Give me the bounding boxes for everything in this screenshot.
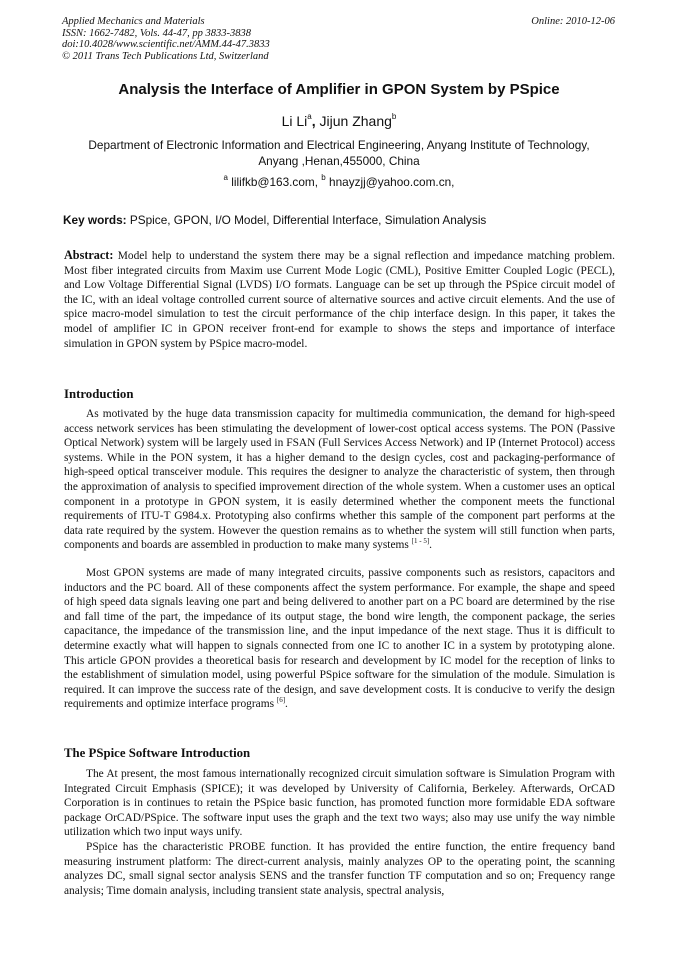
email-a: lilifkb@163.com, (228, 175, 322, 189)
paper-title: Analysis the Interface of Amplifier in GPON System by PSpice (118, 81, 560, 98)
author-1: Li Li (281, 113, 308, 129)
introduction-paragraph-2 (64, 566, 615, 712)
keywords-label: Key words: (63, 213, 127, 227)
author-separator: , (311, 113, 320, 129)
intro-p2-citation: [6] (276, 696, 286, 705)
email-a-sup: a (223, 173, 228, 182)
doi-line: doi:10.4028/www.scientific.net/AMM.44-47.3833 (62, 39, 270, 50)
intro-p1-citation: [1 - 5] (411, 537, 430, 546)
author-1-sup: a (307, 112, 312, 121)
author-line (40, 112, 638, 130)
affiliation-line-1: Department of Electronic Information and Electrical Engineering, Anyang Institute of Technology, (88, 138, 590, 152)
email-line (40, 174, 638, 190)
copyright-line: © 2011 Trans Tech Publications Ltd, Switzerland (62, 50, 269, 62)
introduction-paragraph-1 (64, 407, 615, 553)
author-2-sup: b (391, 112, 397, 121)
intro-p2-end: . (285, 698, 288, 711)
online-date: Online: 2010-12-06 (531, 16, 615, 27)
introduction-heading: Introduction (64, 387, 134, 401)
pspice-heading: The PSpice Software Introduction (64, 746, 251, 760)
issn-line: ISSN: 1662-7482, Vols. 44-47, pp 3833-3838 (62, 27, 251, 39)
pspice-paragraph-2: PSpice has the characteristic PROBE function. It has provided the entire function, the entire frequency band measuring instrument platform: The direct-current analysis, mainly analyzes OP to the operating point, the scanning analyzes DC, small signal sector analysis SENS and the transfer function TF computation and so on; Frequency range analysis; Time domain analysis, including transient state analysis, spectral analysis, (64, 841, 615, 897)
journal-header (62, 16, 270, 62)
abstract-label: Abstract: (64, 248, 114, 262)
abstract-text: Model help to understand the system there may be a signal reflection and impedance matching problem. Most fiber integrated circuits from Maxim use Current Mode Logic (CML), Positive Emitter Coupled Logic (PECL), and Low Voltage Differential Signal (LVDS) I/O formats. Language can be set up through the PSpice circuit model of the IC, with an ideal voltage controlled current source of alternative sources and active circuit elements. And the use of spice macro-model simulation to test the circuit performance of the chip interface design. In this paper, it takes the model of amplifier IC in GPON receiver front-end for example to shows the steps and importance of interface simulation in GPON system by PSpice macro-model. (64, 250, 615, 350)
intro-p1-text: As motivated by the huge data transmission capacity for multimedia communication, the demand for high-speed access network services has been stimulating the development of lower-cost optical access systems. The PON (Passive Optical Network) system will be largely used in FSAN (Full Services Access Network) and IP (Internet Protocol) access systems. While in the PON system, it has a higher demand to the design cycles, cost and packaging-performance of high-speed optical transceiver module. This requires the designer to analyze the characteristic of system, then through the approximation of analysis to specified improvement direction of the whole system. When a customer uses an optical component in a prototype in GPON system, it is easily determined whether the component meets the functional requirements of ITU-T G984.x. Prototyping also confirms whether this sample of the component part performs at the data rate required by the system. However the question remains as to whether the system will still function when parts, components and boards are assembled in production to make many systems (64, 408, 615, 552)
abstract (64, 248, 615, 351)
author-2: Jijun Zhang (319, 113, 392, 129)
pspice-paragraph-1: The At present, the most famous internationally recognized circuit simulation software is Simulation Program with Integrated Circuit Emphasis (SPICE); it was developed by University of California, Berkeley. Afterwards, OrCAD Corporation is in continues to retain the PSpice basic function, has promoted function more formidable EDA software package OrCAD/PSpice. The software input uses the graph and the text two ways; also may use unify the way nimble utilization which two input ways unify. (64, 768, 615, 839)
journal-name: Applied Mechanics and Materials (62, 16, 205, 27)
intro-p1-end: . (429, 539, 433, 552)
affiliation (62, 137, 616, 169)
keywords (63, 212, 623, 228)
email-b: hnayzjj@yahoo.com.cn, (325, 175, 455, 189)
keywords-text: PSpice, GPON, I/O Model, Differential Interface, Simulation Analysis (126, 213, 487, 227)
intro-p2-text: Most GPON systems are made of many integrated circuits, passive components such as resistors, capacitors and inductors and the PC board. All of these components affect the system performance. For example, the shape and speed of high speed data signals leaving one part and being delivered to another part on a PC board are determined by the rise and fall time of the part, the impedance of its output stage, the bond wire length, the component package, the series capacitance, the impedance of the transmission line, and the input impedance of the next stage. Thus it is difficult to determine exactly what will happen to signals connected from one IC to another IC in a system by prototyping alone. This article GPON provides a theoretical basis for research and development by IC model for the reception of links to the establishment of simulation model, using powerful PSpice software for the simulation of the module. Simulation is required. It can improve the success rate of the design, and save development costs. It is conducive to verify the design requirements and optimize interface programs (64, 567, 615, 711)
email-b-sup: b (321, 173, 326, 182)
affiliation-line-2: Anyang ,Henan,455000, China (258, 154, 420, 168)
